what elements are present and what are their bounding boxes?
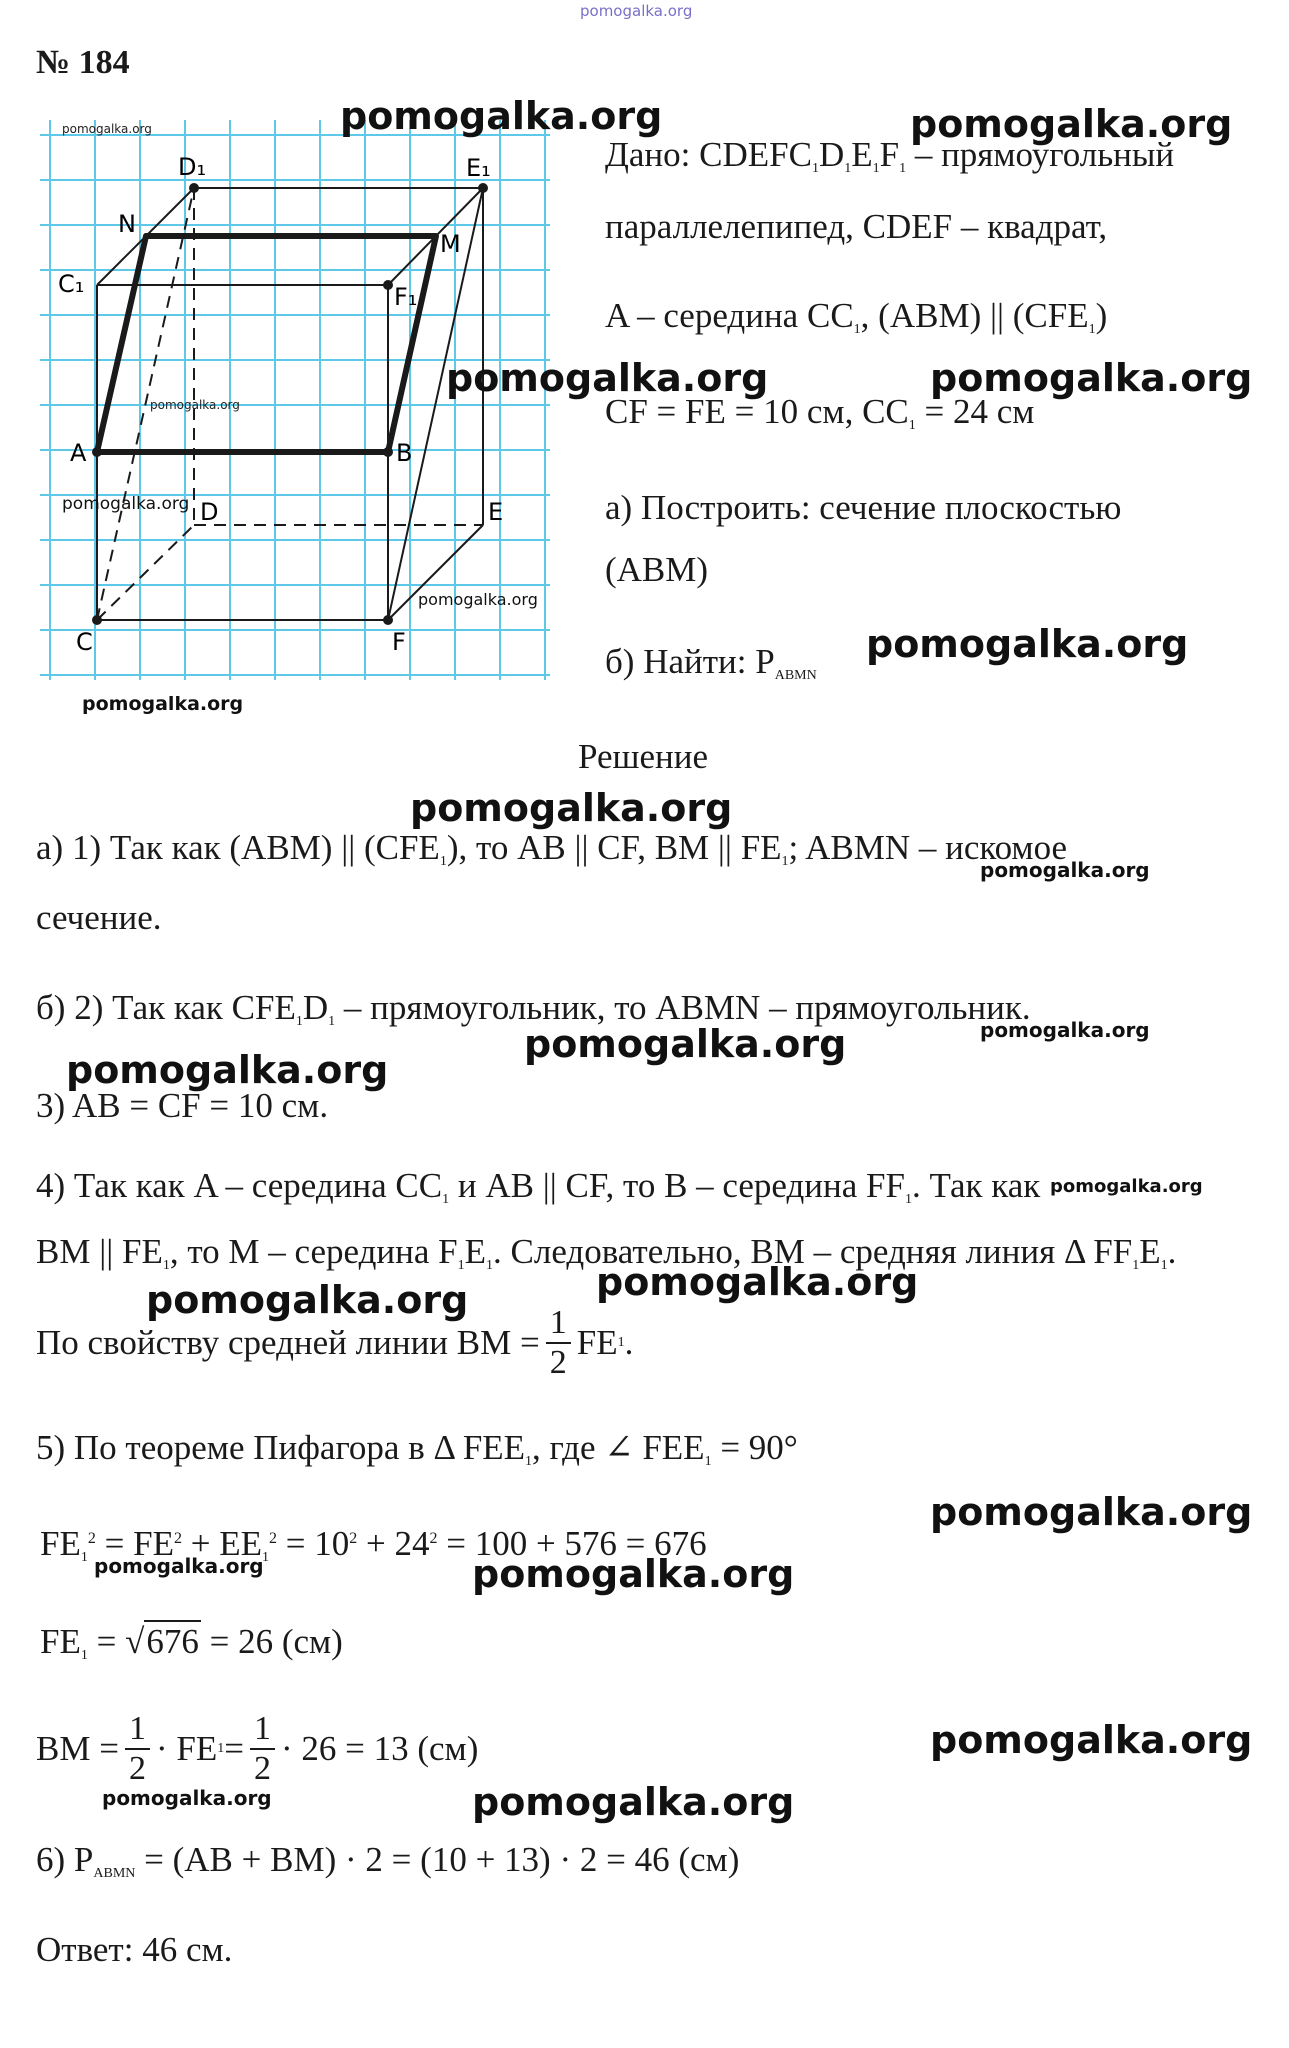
label-E: E [488,498,504,526]
problem-number: № 184 [36,44,130,81]
fraction-one-half: $\frac{1}{2}$ [546,1304,571,1382]
watermark: pomogalka.org [472,1552,795,1596]
given-line-4: CF = FE = 10 см, $CC_1 = 24$ см [605,392,1035,433]
equation-sqrt: $FE_1 = √676 = 26$ (см) [40,1622,343,1663]
watermark: pomogalka.org [146,1278,469,1322]
answer: Ответ: 46 см. [36,1930,233,1969]
label-F1: F₁ [394,283,418,311]
step-4-line-3: По свойству средней линии BM = $\frac{1}{2}$ FE 1 . [36,1304,634,1381]
solution-heading: Решение [578,737,709,776]
watermark: pomogalka.org [446,356,769,400]
watermark: pomogalka.org [930,1718,1253,1762]
given-line-3: A – середина $CC_1$, (ABM) || $(CFE_1)$ [605,296,1108,337]
watermark-tiny: pomogalka.org [62,122,152,136]
watermark-small: pomogalka.org [102,1786,272,1810]
label-F: F [392,628,406,656]
watermark: pomogalka.org [524,1022,847,1066]
step-1-line-2: сечение. [36,898,162,937]
watermark: pomogalka.org [930,356,1253,400]
step-4-line-1: 4) Так как A – середина $CC_1$ и AB || CF, то B – середина $FF_1$. Так как [36,1166,1041,1207]
fraction-one-half: $\frac{1}{2}$ [250,1710,275,1788]
equation-bm: BM = $\frac{1}{2}$ · FE 1 = $\frac{1}{2}$ · 26 = 13 (см) [36,1710,479,1787]
label-D1: D₁ [178,153,207,181]
watermark: pomogalka.org [66,1048,389,1092]
label-N: N [118,210,136,238]
watermark-tiny: pomogalka.org [150,398,240,412]
watermark: pomogalka.org [930,1490,1253,1534]
watermark-small: pomogalka.org [62,494,190,514]
label-B: B [396,439,413,467]
given-line-2: параллелепипед, CDEF – квадрат, [605,207,1108,246]
step-3: 3) AB = CF = 10 см. [36,1086,329,1125]
watermark: pomogalka.org [866,622,1189,666]
section-abmn [97,236,436,452]
step-6-perimeter: 6) $P_{ABMN} = (AB + BM) \cdot 2 = (10 + 13) \cdot 2 = 46$ (см) [36,1840,740,1881]
watermark: pomogalka.org [340,94,663,138]
task-b: б) Найти: $P_{ABMN}$ [605,642,817,683]
watermark-small: pomogalka.org [980,1018,1150,1042]
watermark-small: pomogalka.org [418,590,538,609]
watermark-small: pomogalka.org [94,1554,264,1578]
watermark-small: pomogalka.org [980,858,1150,882]
task-a-line-1: а) Построить: сечение плоскостью [605,488,1122,527]
label-M: M [440,230,461,258]
step-2: б) 2) Так как $CFE_1D_1$ – прямоугольник, то ABMN – прямоугольник. [36,988,1031,1029]
step-5: 5) По теореме Пифагора в Δ $FEE_1$, где ∠ $FEE_1 = 90^\circ$ [36,1428,798,1469]
watermark: pomogalka.org [910,102,1233,146]
watermark: pomogalka.org [472,1780,795,1824]
given-line-1: Дано: $CDEFC_1D_1E_1F_1$ – прямоугольный [605,135,1175,176]
fraction-one-half: $\frac{1}{2}$ [125,1710,150,1788]
watermark-small: pomogalka.org [82,693,244,715]
step-1-line-1: а) 1) Так как (ABM) || $(CFE_1)$, то AB || CF, BM || $FE_1$; ABMN – искомое [36,828,1068,869]
watermark-small: pomogalka.org [1050,1176,1203,1197]
step-4-line-2: BM || $FE_1$, то M – середина $F_1E_1$. Следовательно, BM – средняя линия Δ $FF_1E_1$. [36,1232,1177,1273]
label-E1: E₁ [466,154,491,182]
label-C1: C₁ [58,270,85,298]
site-header: pomogalka.org [580,2,693,20]
task-a-line-2: (ABM) [605,550,709,589]
watermark: pomogalka.org [410,786,733,830]
label-D: D [200,498,219,526]
equation-pythagoras: $FE_1^2 = FE^2 + EE_1^2 = 10^2 + 24^2 = 100 + 576 = 676$ [40,1524,707,1565]
label-C: C [76,628,93,656]
label-A: A [70,439,87,467]
watermark: pomogalka.org [596,1260,919,1304]
